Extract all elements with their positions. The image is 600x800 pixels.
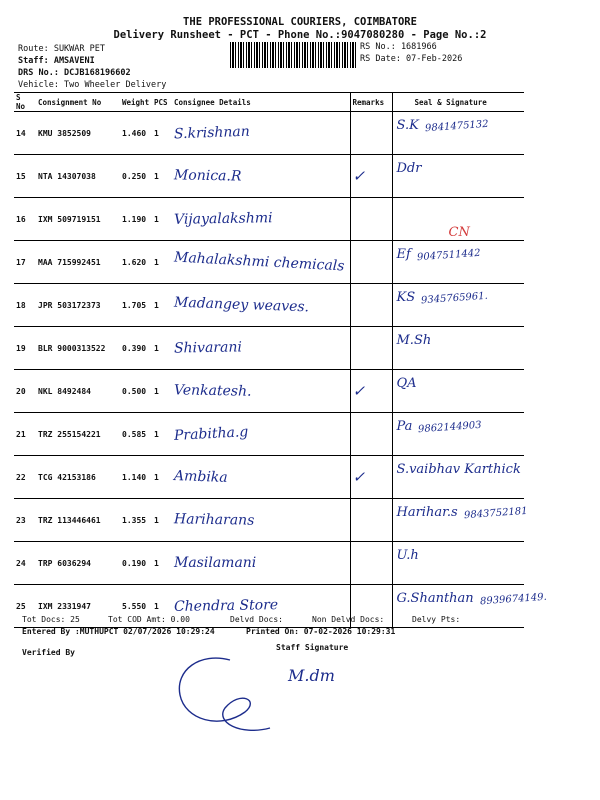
table-row xyxy=(14,370,524,413)
consignment-number: NKL 8492484 xyxy=(36,370,120,413)
signature-content xyxy=(397,591,547,606)
remarks-cell xyxy=(350,112,392,155)
drs-number: DRS No.: DCJB168196602 xyxy=(18,68,131,78)
staff-signature-label: Staff Signature xyxy=(276,643,349,652)
delivered-docs: Delvd Docs: xyxy=(230,615,283,624)
runsheet-rows xyxy=(14,112,547,628)
signature-handwriting: S.K xyxy=(396,118,419,133)
remarks-cell xyxy=(350,284,392,327)
signature-content xyxy=(397,290,488,305)
consignee-cell xyxy=(172,198,350,241)
table-row xyxy=(14,155,524,198)
signature-handwriting: U.h xyxy=(396,548,419,563)
serial-number: 20 xyxy=(14,370,36,413)
signature-handwriting: QA xyxy=(396,376,417,391)
pieces-count: 1 xyxy=(152,112,172,155)
consignee-handwriting: Ambika xyxy=(173,468,228,486)
table-row xyxy=(14,499,524,542)
consignee-handwriting: Mahalakshmi chemicals xyxy=(173,249,345,275)
printed-on: Printed On: 07-02-2026 10:29:31 xyxy=(246,627,396,636)
weight-value: 1.355 xyxy=(120,499,152,542)
table-row xyxy=(14,241,524,284)
tot-docs: Tot Docs: 25 xyxy=(22,615,80,624)
weight-value: 1.140 xyxy=(120,456,152,499)
remarks-cell xyxy=(350,155,392,198)
weight-value: 0.585 xyxy=(120,413,152,456)
route-label: Route: SUKWAR PET xyxy=(18,44,105,54)
serial-number: 22 xyxy=(14,456,36,499)
table-row xyxy=(14,198,524,241)
consignee-handwriting: Hariharans xyxy=(173,511,255,529)
weight-value: 1.190 xyxy=(120,198,152,241)
pieces-count: 1 xyxy=(152,327,172,370)
col-weight: Weight xyxy=(120,93,152,112)
serial-number: 14 xyxy=(14,112,36,155)
weight-value: 1.705 xyxy=(120,284,152,327)
staff-signature-scribble xyxy=(170,650,370,740)
staff-label: Staff: AMSAVENI xyxy=(18,56,95,66)
consignee-cell xyxy=(172,413,350,456)
remark-mark: ✓ xyxy=(352,167,366,185)
signature-handwriting: Pa xyxy=(396,419,413,434)
signature-phone: 9047511442 xyxy=(416,247,481,264)
table-row xyxy=(14,327,524,370)
remarks-cell xyxy=(350,542,392,585)
consignment-number: IXM 509719151 xyxy=(36,198,120,241)
pieces-count: 1 xyxy=(152,241,172,284)
consignment-number: KMU 3852509 xyxy=(36,112,120,155)
weight-value: 5.550 xyxy=(120,585,152,628)
consignee-cell xyxy=(172,499,350,542)
signature-cell xyxy=(392,413,524,456)
vehicle-label: Vehicle: Two Wheeler Delivery xyxy=(18,80,167,90)
remarks-cell xyxy=(350,499,392,542)
consignment-number: MAA 715992451 xyxy=(36,241,120,284)
consignment-number: TRZ 113446461 xyxy=(36,499,120,542)
consignee-handwriting: Vijayalakshmi xyxy=(173,210,273,228)
signature-content xyxy=(397,376,417,391)
weight-value: 0.500 xyxy=(120,370,152,413)
consignee-handwriting: Shivarani xyxy=(173,339,243,357)
signature-content xyxy=(396,225,481,264)
consignee-cell xyxy=(172,112,350,155)
rs-number: RS No.: 1681966 xyxy=(360,42,437,52)
signature-content xyxy=(397,118,489,133)
signature-cell xyxy=(392,284,524,327)
tot-cod-amount: Tot COD Amt: 0.00 xyxy=(108,615,190,624)
signature-handwriting: Ef xyxy=(396,247,411,262)
table-row xyxy=(14,112,524,155)
consignee-cell xyxy=(172,284,350,327)
pieces-count: 1 xyxy=(152,585,172,628)
serial-number: 15 xyxy=(14,155,36,198)
col-pcs: PCS xyxy=(152,93,172,112)
verified-by-label: Verified By xyxy=(22,648,75,657)
serial-number: 16 xyxy=(14,198,36,241)
signature-handwriting: Harihar.s xyxy=(396,505,458,520)
consignee-handwriting: Madangey weaves. xyxy=(173,294,310,316)
consignee-cell xyxy=(172,456,350,499)
consignee-handwriting: Masilamani xyxy=(174,555,257,571)
pieces-count: 1 xyxy=(152,499,172,542)
col-sno: S No xyxy=(14,93,36,112)
serial-number: 24 xyxy=(14,542,36,585)
signature-cell xyxy=(392,225,524,284)
remarks-cell xyxy=(350,413,392,456)
entered-by: Entered By :MUTHUPCT 02/07/2026 10:29:24 xyxy=(22,627,215,636)
runsheet-subtitle: Delivery Runsheet - PCT - Phone No.:9047080280 - Page No.:2 xyxy=(113,29,487,41)
non-delivered-docs: Non Delvd Docs: xyxy=(312,615,385,624)
signature-content xyxy=(397,505,528,520)
signature-content xyxy=(397,548,419,563)
consignment-number: TRZ 255154221 xyxy=(36,413,120,456)
serial-number: 19 xyxy=(14,327,36,370)
serial-number: 21 xyxy=(14,413,36,456)
barcode-image xyxy=(230,42,356,68)
company-title: THE PROFESSIONAL COURIERS, COIMBATORE xyxy=(183,16,417,28)
pieces-count: 1 xyxy=(152,413,172,456)
pieces-count: 1 xyxy=(152,284,172,327)
weight-value: 0.390 xyxy=(120,327,152,370)
consignee-handwriting: S.krishnan xyxy=(173,123,251,143)
signature-handwriting: KS xyxy=(396,290,416,305)
signature-content xyxy=(397,161,422,176)
signature-handwriting: G.Shanthan xyxy=(396,591,474,606)
col-consignee: Consignee Details xyxy=(172,93,350,112)
consignee-cell xyxy=(172,370,350,413)
consignee-handwriting: Prabitha.g xyxy=(173,424,249,444)
remark-mark: ✓ xyxy=(352,382,366,400)
consignment-number: TRP 6036294 xyxy=(36,542,120,585)
remarks-cell xyxy=(350,327,392,370)
signature-phone: 9862144903 xyxy=(418,419,483,436)
signature-content xyxy=(397,462,521,477)
pieces-count: 1 xyxy=(152,155,172,198)
consignment-number: TCG 42153186 xyxy=(36,456,120,499)
signature-cell xyxy=(392,112,524,155)
signature-handwriting: S.vaibhav Karthick xyxy=(396,462,521,477)
serial-number: 23 xyxy=(14,499,36,542)
table-row xyxy=(14,284,524,327)
consignee-handwriting: Venkatesh. xyxy=(173,382,252,400)
delivery-points: Delvy Pts: xyxy=(412,615,461,624)
remark-mark: ✓ xyxy=(352,468,366,486)
consignee-handwriting: Chendra Store xyxy=(173,597,279,615)
consignee-cell xyxy=(172,327,350,370)
signature-phone: 8939674149. xyxy=(479,591,547,608)
table-row xyxy=(14,542,524,585)
table-row xyxy=(14,456,524,499)
signature-cell xyxy=(392,456,524,499)
signature-cell xyxy=(392,327,524,370)
pieces-count: 1 xyxy=(152,370,172,413)
remarks-cell xyxy=(350,241,392,284)
signature-phone: 9345765961. xyxy=(420,290,489,307)
consignee-cell xyxy=(172,241,350,284)
serial-number: 17 xyxy=(14,241,36,284)
signature-content xyxy=(397,333,432,348)
pieces-count: 1 xyxy=(152,198,172,241)
consignee-cell xyxy=(172,542,350,585)
weight-value: 0.190 xyxy=(120,542,152,585)
remarks-cell xyxy=(350,198,392,241)
consignee-cell xyxy=(172,155,350,198)
table-header-row xyxy=(14,93,524,112)
weight-value: 1.620 xyxy=(120,241,152,284)
consignment-number: JPR 503172373 xyxy=(36,284,120,327)
rs-date: RS Date: 07-Feb-2026 xyxy=(360,54,463,64)
col-consignment: Consignment No xyxy=(36,93,120,112)
signature-content xyxy=(397,419,483,434)
consignment-number: NTA 14307038 xyxy=(36,155,120,198)
signature-cell xyxy=(392,155,524,198)
stamp-mark: CN xyxy=(448,225,470,240)
weight-value: 0.250 xyxy=(120,155,152,198)
signature-phone: 9841475132 xyxy=(424,118,489,135)
serial-number: 18 xyxy=(14,284,36,327)
col-remarks: Remarks xyxy=(350,93,392,112)
pieces-count: 1 xyxy=(152,542,172,585)
remarks-cell xyxy=(350,370,392,413)
signature-cell xyxy=(392,370,524,413)
weight-value: 1.460 xyxy=(120,112,152,155)
col-signature: Seal & Signature xyxy=(392,93,524,112)
signature-handwriting: Ddr xyxy=(396,161,422,176)
consignee-handwriting: Monica.R xyxy=(173,167,242,185)
signature-cell xyxy=(392,499,528,542)
consignment-number: IXM 2331947 xyxy=(36,585,120,628)
runsheet-table xyxy=(14,92,547,628)
consignment-number: BLR 9000313522 xyxy=(36,327,120,370)
remarks-cell xyxy=(350,456,392,499)
staff-signature-text: M.dm xyxy=(288,666,335,685)
serial-number: 25 xyxy=(14,585,36,628)
signature-handwriting: M.Sh xyxy=(396,333,432,348)
signature-cell xyxy=(392,542,524,585)
table-row xyxy=(14,413,524,456)
signature-phone: 9843752181 xyxy=(463,505,528,522)
pieces-count: 1 xyxy=(152,456,172,499)
